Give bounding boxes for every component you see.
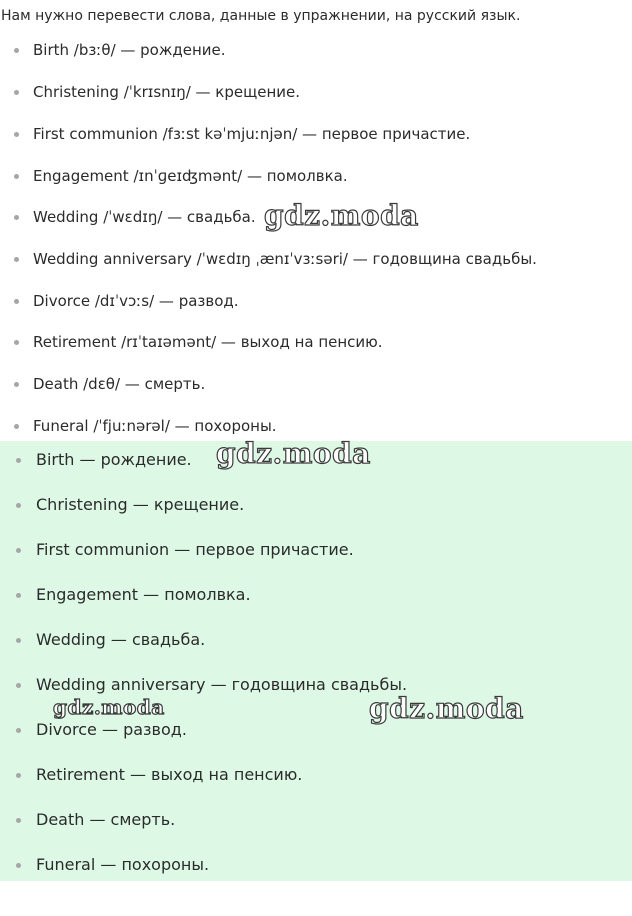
bullet-icon	[16, 458, 21, 463]
bullet-icon	[14, 215, 19, 220]
bullet-icon	[16, 548, 21, 553]
bullet-icon	[16, 593, 21, 598]
bullet-icon	[14, 299, 19, 304]
bullet-icon	[16, 773, 21, 778]
bullet-icon	[16, 683, 21, 688]
bullet-icon	[16, 728, 21, 733]
bullet-icon	[14, 132, 19, 137]
bullet-icon	[14, 174, 19, 179]
bullet-icon	[14, 90, 19, 95]
watermark-logo: gdz.moda	[216, 437, 371, 470]
bullet-icon	[16, 863, 21, 868]
bullet-icon	[14, 257, 19, 262]
watermark-logo: gdz.moda	[264, 199, 419, 232]
bullet-icon	[16, 818, 21, 823]
bullet-icon	[14, 48, 19, 53]
bullet-icon	[16, 638, 21, 643]
watermark-logo: gdz.moda	[369, 692, 524, 725]
bullet-icon	[14, 340, 19, 345]
watermark-logo: gdz.moda	[53, 695, 165, 719]
bullet-icon	[14, 424, 19, 429]
bullet-icon	[16, 503, 21, 508]
intro-text: Нам нужно перевести слова, данные в упражнении, на русский язык.	[1, 8, 521, 24]
bullet-icon	[14, 382, 19, 387]
